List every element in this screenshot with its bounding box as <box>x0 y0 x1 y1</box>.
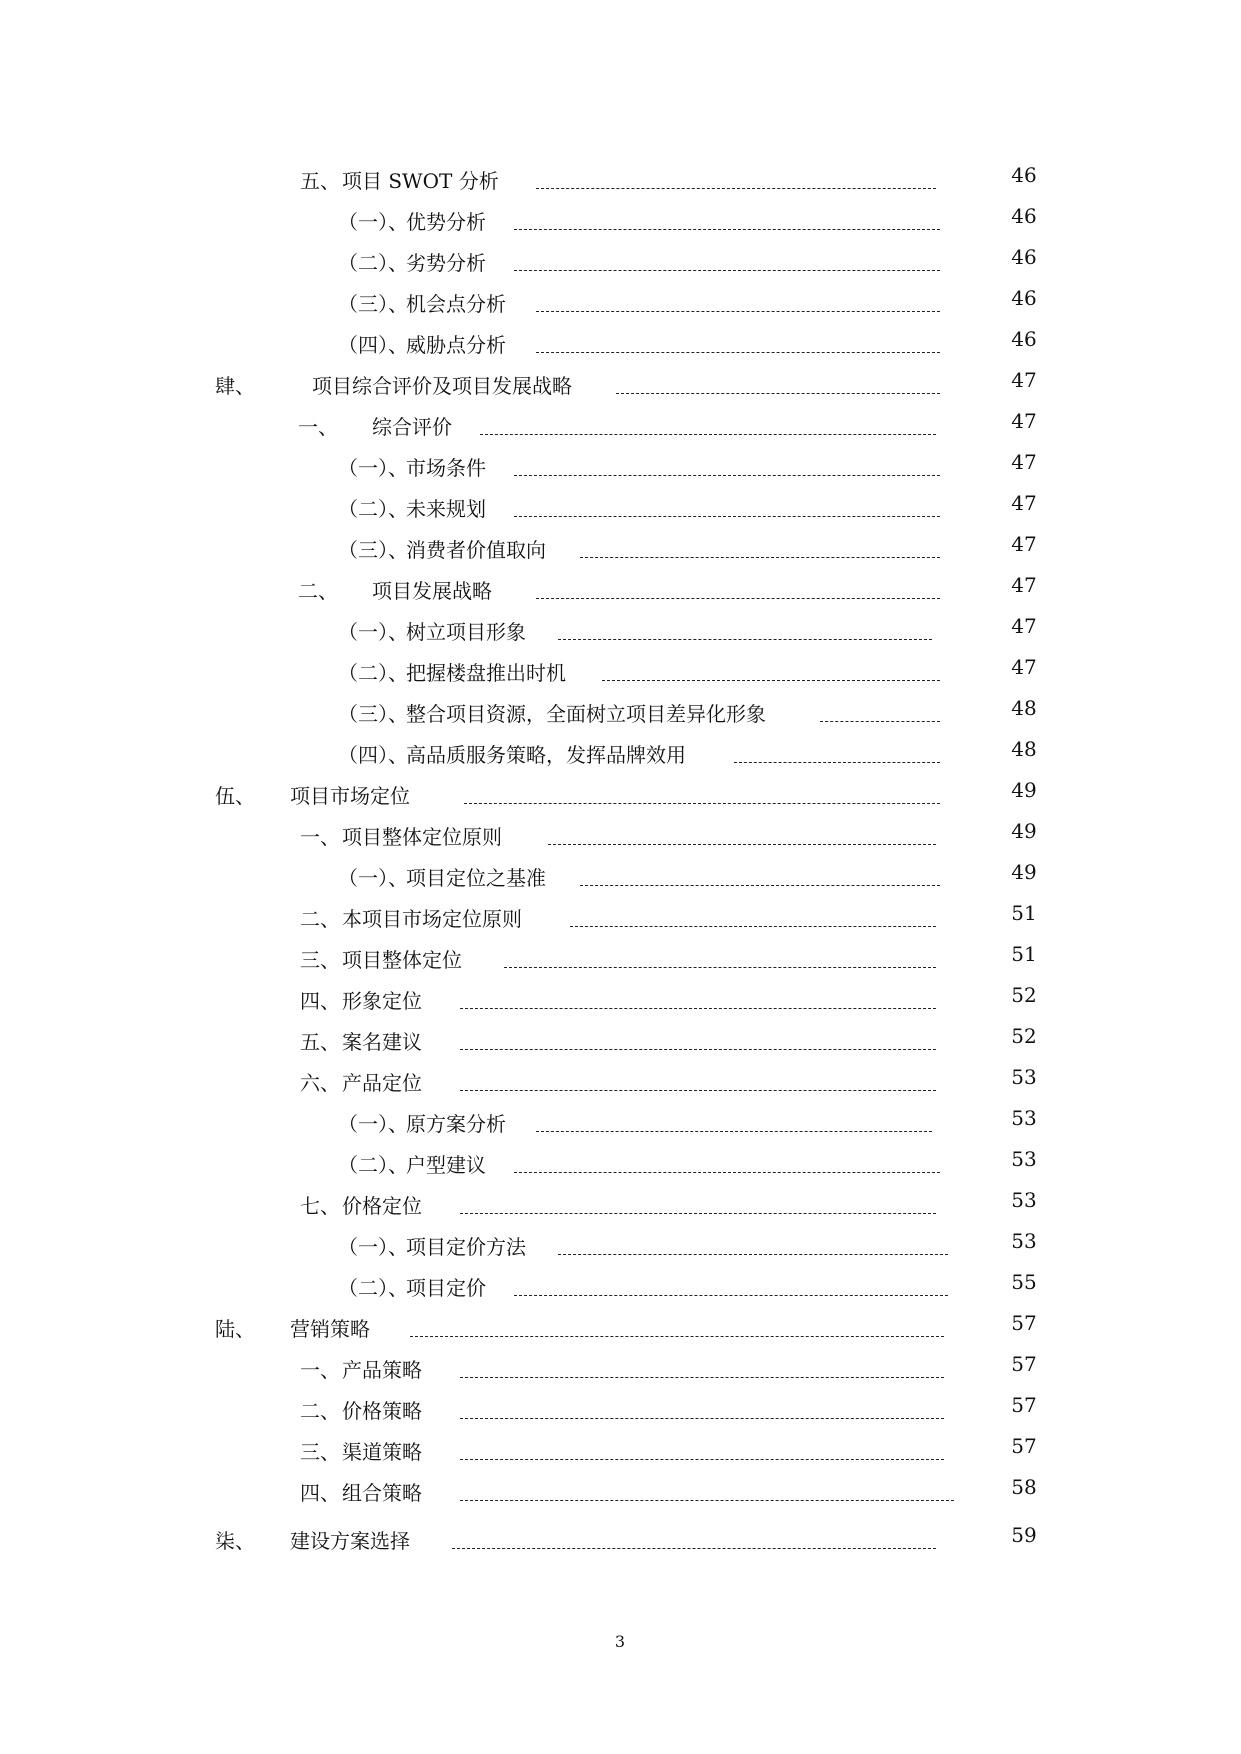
toc-entry-title: 项目定位之基准 <box>406 866 546 890</box>
toc-entry-page: 51 <box>1011 901 1037 925</box>
toc-dot-leader <box>514 229 940 230</box>
toc-entry-title: 优势分析 <box>406 210 486 234</box>
toc-entry[interactable] <box>0 1393 1241 1430</box>
toc-dot-leader <box>460 1418 944 1419</box>
toc-entry-page: 59 <box>1011 1523 1037 1547</box>
toc-entry-number: （一）、 <box>338 210 408 234</box>
toc-entry-page: 57 <box>1011 1352 1037 1376</box>
toc-entry-page: 58 <box>1011 1475 1037 1499</box>
toc-entry-number: 五、 <box>300 169 340 193</box>
toc-dot-leader <box>514 516 940 517</box>
toc-entry[interactable] <box>0 778 1241 815</box>
toc-entry[interactable] <box>0 327 1241 364</box>
toc-entry[interactable] <box>0 696 1241 733</box>
toc-entry-title: 树立项目形象 <box>406 620 526 644</box>
toc-entry-number: 柒、 <box>215 1529 255 1553</box>
toc-entry-page: 47 <box>1011 655 1037 679</box>
toc-entry[interactable] <box>0 532 1241 569</box>
toc-entry-title: 案名建议 <box>342 1030 422 1054</box>
toc-dot-leader <box>820 721 940 722</box>
toc-entry-page: 57 <box>1011 1311 1037 1335</box>
toc-entry-number: （三）、 <box>338 702 408 726</box>
toc-dot-leader <box>536 311 940 312</box>
toc-entry-number: 一、 <box>300 1358 340 1382</box>
toc-dot-leader <box>616 393 940 394</box>
toc-entry-title: 项目整体定位原则 <box>342 825 502 849</box>
toc-entry-title: 机会点分析 <box>406 292 506 316</box>
toc-dot-leader <box>580 557 940 558</box>
toc-entry-title: 整合项目资源，全面树立项目差异化形象 <box>406 702 766 726</box>
toc-entry-number: 二、 <box>300 907 340 931</box>
toc-dot-leader <box>514 475 940 476</box>
toc-entry-number: （二）、 <box>338 251 408 275</box>
toc-entry[interactable] <box>0 1024 1241 1061</box>
toc-entry-title: 形象定位 <box>342 989 422 1013</box>
toc-entry-number: （一）、 <box>338 866 408 890</box>
toc-entry[interactable] <box>0 901 1241 938</box>
toc-dot-leader <box>558 639 932 640</box>
toc-entry-number: （三）、 <box>338 292 408 316</box>
toc-entry-page: 52 <box>1011 1024 1037 1048</box>
toc-entry[interactable] <box>0 942 1241 979</box>
toc-entry-page: 53 <box>1011 1147 1037 1171</box>
toc-entry-number: 三、 <box>300 1440 340 1464</box>
toc-entry-title: 建设方案选择 <box>290 1529 410 1553</box>
toc-entry-number: （二）、 <box>338 497 408 521</box>
toc-entry-title: 市场条件 <box>406 456 486 480</box>
toc-entry-page: 46 <box>1011 245 1037 269</box>
toc-dot-leader <box>536 188 936 189</box>
toc-dot-leader <box>734 762 940 763</box>
toc-entry-title: 营销策略 <box>290 1317 370 1341</box>
toc-entry-page: 47 <box>1011 491 1037 515</box>
toc-entry[interactable] <box>0 983 1241 1020</box>
toc-entry-number: 二、 <box>300 1399 340 1423</box>
toc-dot-leader <box>536 1131 932 1132</box>
toc-entry-title: 渠道策略 <box>342 1440 422 1464</box>
toc-entry-title: 价格定位 <box>342 1194 422 1218</box>
toc-entry-title: 价格策略 <box>342 1399 422 1423</box>
toc-dot-leader <box>548 844 936 845</box>
toc-entry-number: 七、 <box>300 1194 340 1218</box>
toc-dot-leader <box>558 1254 948 1255</box>
toc-entry-title: 高品质服务策略，发挥品牌效用 <box>406 743 686 767</box>
toc-dot-leader <box>514 1172 940 1173</box>
page-number: 3 <box>614 1632 626 1651</box>
toc-entry-page: 53 <box>1011 1065 1037 1089</box>
toc-entry[interactable] <box>0 1311 1241 1348</box>
toc-entry-title: 产品定位 <box>342 1071 422 1095</box>
toc-entry-page: 53 <box>1011 1229 1037 1253</box>
toc-entry[interactable] <box>0 573 1241 610</box>
toc-entry-title: 产品策略 <box>342 1358 422 1382</box>
toc-entry[interactable] <box>0 819 1241 856</box>
toc-entry-title: 威胁点分析 <box>406 333 506 357</box>
toc-entry[interactable] <box>0 204 1241 241</box>
toc-dot-leader <box>460 1377 944 1378</box>
toc-entry[interactable] <box>0 409 1241 446</box>
toc-entry-page: 47 <box>1011 409 1037 433</box>
toc-entry-page: 46 <box>1011 163 1037 187</box>
toc-entry-page: 52 <box>1011 983 1037 1007</box>
toc-entry-title: 项目市场定位 <box>290 784 410 808</box>
toc-dot-leader <box>536 352 940 353</box>
toc-entry-number: （二）、 <box>338 661 408 685</box>
toc-entry[interactable] <box>0 1523 1241 1560</box>
toc-entry-page: 47 <box>1011 532 1037 556</box>
toc-entry-title: 项目发展战略 <box>372 579 492 603</box>
toc-entry-title: 户型建议 <box>406 1153 486 1177</box>
toc-entry-title: 综合评价 <box>372 415 452 439</box>
toc-entry-title: 把握楼盘推出时机 <box>406 661 566 685</box>
toc-entry-page: 57 <box>1011 1434 1037 1458</box>
toc-dot-leader <box>504 967 936 968</box>
toc-entry[interactable] <box>0 491 1241 528</box>
toc-entry-number: （一）、 <box>338 1235 408 1259</box>
toc-dot-leader <box>460 1213 936 1214</box>
toc-entry[interactable] <box>0 245 1241 282</box>
toc-entry-page: 47 <box>1011 614 1037 638</box>
toc-entry-title: 劣势分析 <box>406 251 486 275</box>
toc-dot-leader <box>514 270 940 271</box>
toc-entry-page: 49 <box>1011 860 1037 884</box>
toc-dot-leader <box>514 1295 948 1296</box>
toc-entry-page: 55 <box>1011 1270 1037 1294</box>
toc-entry-page: 53 <box>1011 1188 1037 1212</box>
toc-dot-leader <box>536 598 940 599</box>
toc-dot-leader <box>460 1090 936 1091</box>
toc-dot-leader <box>480 434 936 435</box>
toc-entry[interactable] <box>0 860 1241 897</box>
toc-dot-leader <box>460 1049 936 1050</box>
toc-entry-title: 本项目市场定位原则 <box>342 907 522 931</box>
toc-entry[interactable] <box>0 368 1241 405</box>
toc-entry-number: （一）、 <box>338 1112 408 1136</box>
toc-entry-number: 伍、 <box>215 784 255 808</box>
toc-entry[interactable] <box>0 1434 1241 1471</box>
toc-entry[interactable] <box>0 1352 1241 1389</box>
toc-entry[interactable] <box>0 614 1241 651</box>
toc-entry-page: 46 <box>1011 286 1037 310</box>
toc-dot-leader <box>460 1008 936 1009</box>
toc-entry-number: （四）、 <box>338 333 408 357</box>
toc-entry-number: （一）、 <box>338 620 408 644</box>
toc-entry-title: 原方案分析 <box>406 1112 506 1136</box>
toc-entry-page: 49 <box>1011 778 1037 802</box>
toc-dot-leader <box>464 803 940 804</box>
toc-entry-number: 一、 <box>300 825 340 849</box>
toc-entry-title: 消费者价值取向 <box>406 538 546 562</box>
toc-entry[interactable] <box>0 1270 1241 1307</box>
toc-entry-number: 六、 <box>300 1071 340 1095</box>
toc-entry-title: 项目整体定位 <box>342 948 462 972</box>
toc-entry-page: 57 <box>1011 1393 1037 1417</box>
toc-entry-number: （三）、 <box>338 538 408 562</box>
toc-entry[interactable] <box>0 655 1241 692</box>
toc-entry-page: 47 <box>1011 573 1037 597</box>
toc-dot-leader <box>460 1500 954 1501</box>
toc-dot-leader <box>602 680 940 681</box>
toc-entry-number: 一、 <box>298 415 338 439</box>
toc-entry[interactable] <box>0 450 1241 487</box>
toc-entry[interactable] <box>0 1475 1241 1512</box>
toc-entry-page: 46 <box>1011 327 1037 351</box>
toc-entry-number: （一）、 <box>338 456 408 480</box>
toc-dot-leader <box>570 926 936 927</box>
toc-entry-title: 组合策略 <box>342 1481 422 1505</box>
toc-entry[interactable] <box>0 163 1241 200</box>
toc-entry-title: 项目定价 <box>406 1276 486 1300</box>
toc-entry-number: （二）、 <box>338 1276 408 1300</box>
toc-entry-page: 51 <box>1011 942 1037 966</box>
toc-entry[interactable] <box>0 1229 1241 1266</box>
toc-entry[interactable] <box>0 286 1241 323</box>
toc-entry[interactable] <box>0 1188 1241 1225</box>
toc-entry-page: 47 <box>1011 368 1037 392</box>
toc-entry-number: （二）、 <box>338 1153 408 1177</box>
toc-dot-leader <box>580 885 940 886</box>
toc-entry-number: 陆、 <box>215 1317 255 1341</box>
toc-entry-number: （四）、 <box>338 743 408 767</box>
toc-dot-leader <box>460 1459 944 1460</box>
toc-entry-number: 五、 <box>300 1030 340 1054</box>
toc-entry[interactable] <box>0 1147 1241 1184</box>
toc-entry[interactable] <box>0 1065 1241 1102</box>
toc-entry[interactable] <box>0 737 1241 774</box>
toc-entry-page: 48 <box>1011 737 1037 761</box>
toc-dot-leader <box>452 1548 936 1549</box>
toc-entry-page: 46 <box>1011 204 1037 228</box>
toc-dot-leader <box>410 1336 944 1337</box>
toc-entry-title: 项目综合评价及项目发展战略 <box>312 374 572 398</box>
toc-entry-number: 三、 <box>300 948 340 972</box>
toc-entry-number: 二、 <box>298 579 338 603</box>
toc-entry-number: 四、 <box>300 1481 340 1505</box>
toc-entry-title: 项目 SWOT 分析 <box>342 169 499 193</box>
toc-entry-page: 48 <box>1011 696 1037 720</box>
toc-entry-page: 47 <box>1011 450 1037 474</box>
toc-entry-number: 四、 <box>300 989 340 1013</box>
toc-entry[interactable] <box>0 1106 1241 1143</box>
toc-entry-page: 49 <box>1011 819 1037 843</box>
toc-entry-title: 未来规划 <box>406 497 486 521</box>
toc-entry-title: 项目定价方法 <box>406 1235 526 1259</box>
toc-entry-page: 53 <box>1011 1106 1037 1130</box>
toc-entry-number: 肆、 <box>215 374 255 398</box>
